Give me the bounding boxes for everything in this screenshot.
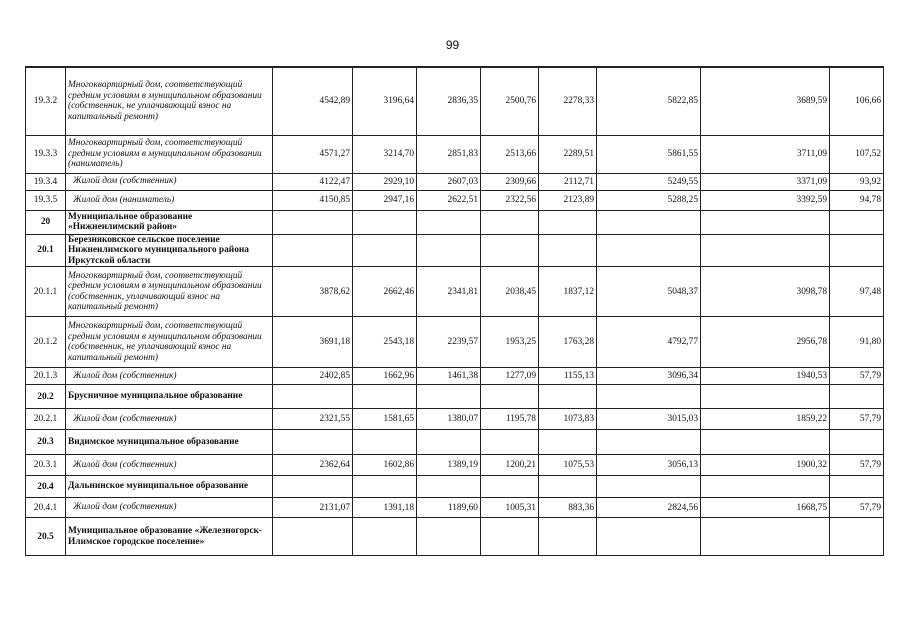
row-code: 20.2	[26, 385, 66, 409]
empty-cell	[701, 385, 830, 409]
value-cell: 3689,59	[701, 67, 830, 135]
value-cell: 3096,34	[597, 368, 701, 385]
empty-cell	[830, 518, 884, 556]
empty-cell	[597, 518, 701, 556]
value-cell: 1581,65	[353, 409, 417, 430]
value-cell: 2123,89	[539, 190, 597, 210]
row-code: 20.1	[26, 234, 66, 267]
value-cell: 57,79	[830, 368, 884, 385]
value-cell: 1900,32	[701, 455, 830, 476]
table-row	[26, 409, 884, 430]
value-cell: 1380,07	[417, 409, 481, 430]
value-cell: 97,48	[830, 267, 884, 317]
value-cell: 3214,70	[353, 135, 417, 173]
empty-cell	[701, 210, 830, 234]
row-code: 20.1.3	[26, 368, 66, 385]
value-cell: 2341,81	[417, 267, 481, 317]
value-cell: 1461,38	[417, 368, 481, 385]
value-cell: 5249,55	[597, 173, 701, 190]
section-title: Дальнинское муниципальное образование	[66, 476, 273, 498]
value-cell: 2239,57	[417, 317, 481, 368]
row-code: 20.3	[26, 430, 66, 455]
section-header-row	[26, 430, 884, 455]
empty-cell	[481, 234, 539, 267]
empty-cell	[701, 518, 830, 556]
value-cell: 1859,22	[701, 409, 830, 430]
value-cell: 1195,78	[481, 409, 539, 430]
value-cell: 2824,56	[597, 498, 701, 518]
value-cell: 1602,86	[353, 455, 417, 476]
row-code: 20.1.1	[26, 267, 66, 317]
value-cell: 2956,78	[701, 317, 830, 368]
value-cell: 5048,37	[597, 267, 701, 317]
value-cell: 1389,19	[417, 455, 481, 476]
empty-cell	[539, 518, 597, 556]
empty-cell	[353, 234, 417, 267]
value-cell: 4542,89	[273, 67, 353, 135]
row-code: 20.4.1	[26, 498, 66, 518]
value-cell: 2112,71	[539, 173, 597, 190]
table-row	[26, 267, 884, 317]
value-cell: 57,79	[830, 409, 884, 430]
value-cell: 1668,75	[701, 498, 830, 518]
empty-cell	[597, 210, 701, 234]
value-cell: 3371,09	[701, 173, 830, 190]
empty-cell	[481, 210, 539, 234]
empty-cell	[273, 430, 353, 455]
section-title: Брусничное муниципальное образование	[66, 385, 273, 409]
value-cell: 2402,85	[273, 368, 353, 385]
row-description: Многоквартирный дом, соответствующий средним условиям в муниципальном образовании (собственник, не уплачивающий взнос на капитальный ремонт)	[66, 317, 273, 368]
value-cell: 4571,27	[273, 135, 353, 173]
empty-cell	[353, 430, 417, 455]
value-cell: 1953,25	[481, 317, 539, 368]
empty-cell	[273, 476, 353, 498]
value-cell: 2607,03	[417, 173, 481, 190]
value-cell: 93,92	[830, 173, 884, 190]
value-cell: 2309,66	[481, 173, 539, 190]
table-row	[26, 455, 884, 476]
page-number: 99	[445, 38, 460, 52]
row-code: 20.2.1	[26, 409, 66, 430]
row-code: 20.1.2	[26, 317, 66, 368]
value-cell: 1837,12	[539, 267, 597, 317]
empty-cell	[353, 518, 417, 556]
empty-cell	[539, 385, 597, 409]
row-code: 19.3.5	[26, 190, 66, 210]
value-cell: 3196,64	[353, 67, 417, 135]
row-code: 20.4	[26, 476, 66, 498]
value-cell: 2662,46	[353, 267, 417, 317]
value-cell: 3691,18	[273, 317, 353, 368]
section-title: Муниципальное образование «Железногорск-Илимское городское поселение»	[66, 518, 273, 556]
value-cell: 3392,59	[701, 190, 830, 210]
empty-cell	[597, 430, 701, 455]
value-cell: 1073,83	[539, 409, 597, 430]
empty-cell	[539, 476, 597, 498]
value-cell: 3098,78	[701, 267, 830, 317]
empty-cell	[353, 385, 417, 409]
section-title: Муниципальное образование «Нижнеилимский район»	[66, 210, 273, 234]
empty-cell	[597, 385, 701, 409]
empty-cell	[273, 234, 353, 267]
value-cell: 2851,83	[417, 135, 481, 173]
section-title: Березняковское сельское поселение Нижнеилимского муниципального района Иркутской области	[66, 234, 273, 267]
empty-cell	[830, 476, 884, 498]
empty-cell	[701, 476, 830, 498]
table-row	[26, 498, 884, 518]
value-cell: 2321,55	[273, 409, 353, 430]
value-cell: 3878,62	[273, 267, 353, 317]
empty-cell	[417, 210, 481, 234]
empty-cell	[417, 476, 481, 498]
value-cell: 5861,55	[597, 135, 701, 173]
value-cell: 57,79	[830, 498, 884, 518]
row-code: 20.3.1	[26, 455, 66, 476]
section-title: Видимское муниципальное образование	[66, 430, 273, 455]
row-description: Многоквартирный дом, соответствующий средним условиям в муниципальном образовании (собственник, уплачивающий взнос на капитальный ремонт)	[66, 267, 273, 317]
value-cell: 4792,77	[597, 317, 701, 368]
value-cell: 1277,09	[481, 368, 539, 385]
value-cell: 1662,96	[353, 368, 417, 385]
row-description: Жилой дом (собственник)	[66, 498, 273, 518]
value-cell: 2322,56	[481, 190, 539, 210]
value-cell: 2513,66	[481, 135, 539, 173]
row-description: Многоквартирный дом, соответствующий средним условиям в муниципальном образовании (наниматель)	[66, 135, 273, 173]
row-code: 20	[26, 210, 66, 234]
value-cell: 1189,60	[417, 498, 481, 518]
section-header-row	[26, 210, 884, 234]
table-row	[26, 173, 884, 190]
row-description: Жилой дом (собственник)	[66, 409, 273, 430]
value-cell: 106,66	[830, 67, 884, 135]
value-cell: 2362,64	[273, 455, 353, 476]
empty-cell	[417, 518, 481, 556]
value-cell: 1075,53	[539, 455, 597, 476]
empty-cell	[481, 430, 539, 455]
empty-cell	[481, 385, 539, 409]
value-cell: 2289,51	[539, 135, 597, 173]
empty-cell	[539, 234, 597, 267]
empty-cell	[539, 430, 597, 455]
row-description: Жилой дом (собственник)	[66, 368, 273, 385]
value-cell: 2929,10	[353, 173, 417, 190]
empty-cell	[701, 430, 830, 455]
empty-cell	[417, 385, 481, 409]
value-cell: 5822,85	[597, 67, 701, 135]
value-cell: 4150,85	[273, 190, 353, 210]
row-description: Жилой дом (собственник)	[66, 455, 273, 476]
value-cell: 2836,35	[417, 67, 481, 135]
table-row	[26, 135, 884, 173]
empty-cell	[273, 210, 353, 234]
table-row	[26, 317, 884, 368]
value-cell: 91,80	[830, 317, 884, 368]
value-cell: 94,78	[830, 190, 884, 210]
row-code: 19.3.4	[26, 173, 66, 190]
row-description: Многоквартирный дом, соответствующий средним условиям в муниципальном образовании (собственник, не уплачивающий взнос на капитальный ремонт)	[66, 67, 273, 135]
value-cell: 1940,53	[701, 368, 830, 385]
empty-cell	[353, 210, 417, 234]
section-header-row	[26, 234, 884, 267]
value-cell: 57,79	[830, 455, 884, 476]
table-row	[26, 190, 884, 210]
empty-cell	[539, 210, 597, 234]
table-row	[26, 67, 884, 135]
value-cell: 1005,31	[481, 498, 539, 518]
value-cell: 2131,07	[273, 498, 353, 518]
value-cell: 4122,47	[273, 173, 353, 190]
row-code: 20.5	[26, 518, 66, 556]
empty-cell	[830, 210, 884, 234]
value-cell: 1763,28	[539, 317, 597, 368]
empty-cell	[481, 476, 539, 498]
section-header-row	[26, 476, 884, 498]
value-cell: 1155,13	[539, 368, 597, 385]
empty-cell	[701, 234, 830, 267]
value-cell: 5288,25	[597, 190, 701, 210]
empty-cell	[417, 234, 481, 267]
empty-cell	[273, 385, 353, 409]
empty-cell	[353, 476, 417, 498]
empty-cell	[830, 385, 884, 409]
value-cell: 2947,16	[353, 190, 417, 210]
empty-cell	[830, 234, 884, 267]
table-row	[26, 368, 884, 385]
value-cell: 2278,33	[539, 67, 597, 135]
section-header-row	[26, 518, 884, 556]
empty-cell	[597, 234, 701, 267]
value-cell: 1391,18	[353, 498, 417, 518]
value-cell: 2500,76	[481, 67, 539, 135]
empty-cell	[830, 430, 884, 455]
value-cell: 3711,09	[701, 135, 830, 173]
empty-cell	[273, 518, 353, 556]
row-description: Жилой дом (собственник)	[66, 173, 273, 190]
value-cell: 2543,18	[353, 317, 417, 368]
row-code: 19.3.3	[26, 135, 66, 173]
value-cell: 2038,45	[481, 267, 539, 317]
empty-cell	[481, 518, 539, 556]
value-cell: 107,52	[830, 135, 884, 173]
section-header-row	[26, 385, 884, 409]
value-cell: 883,36	[539, 498, 597, 518]
row-description: Жилой дом (наниматель)	[66, 190, 273, 210]
empty-cell	[417, 430, 481, 455]
value-cell: 3015,03	[597, 409, 701, 430]
value-cell: 2622,51	[417, 190, 481, 210]
row-code: 19.3.2	[26, 67, 66, 135]
value-cell: 1200,21	[481, 455, 539, 476]
empty-cell	[597, 476, 701, 498]
tariff-table	[25, 66, 884, 556]
value-cell: 3056,13	[597, 455, 701, 476]
